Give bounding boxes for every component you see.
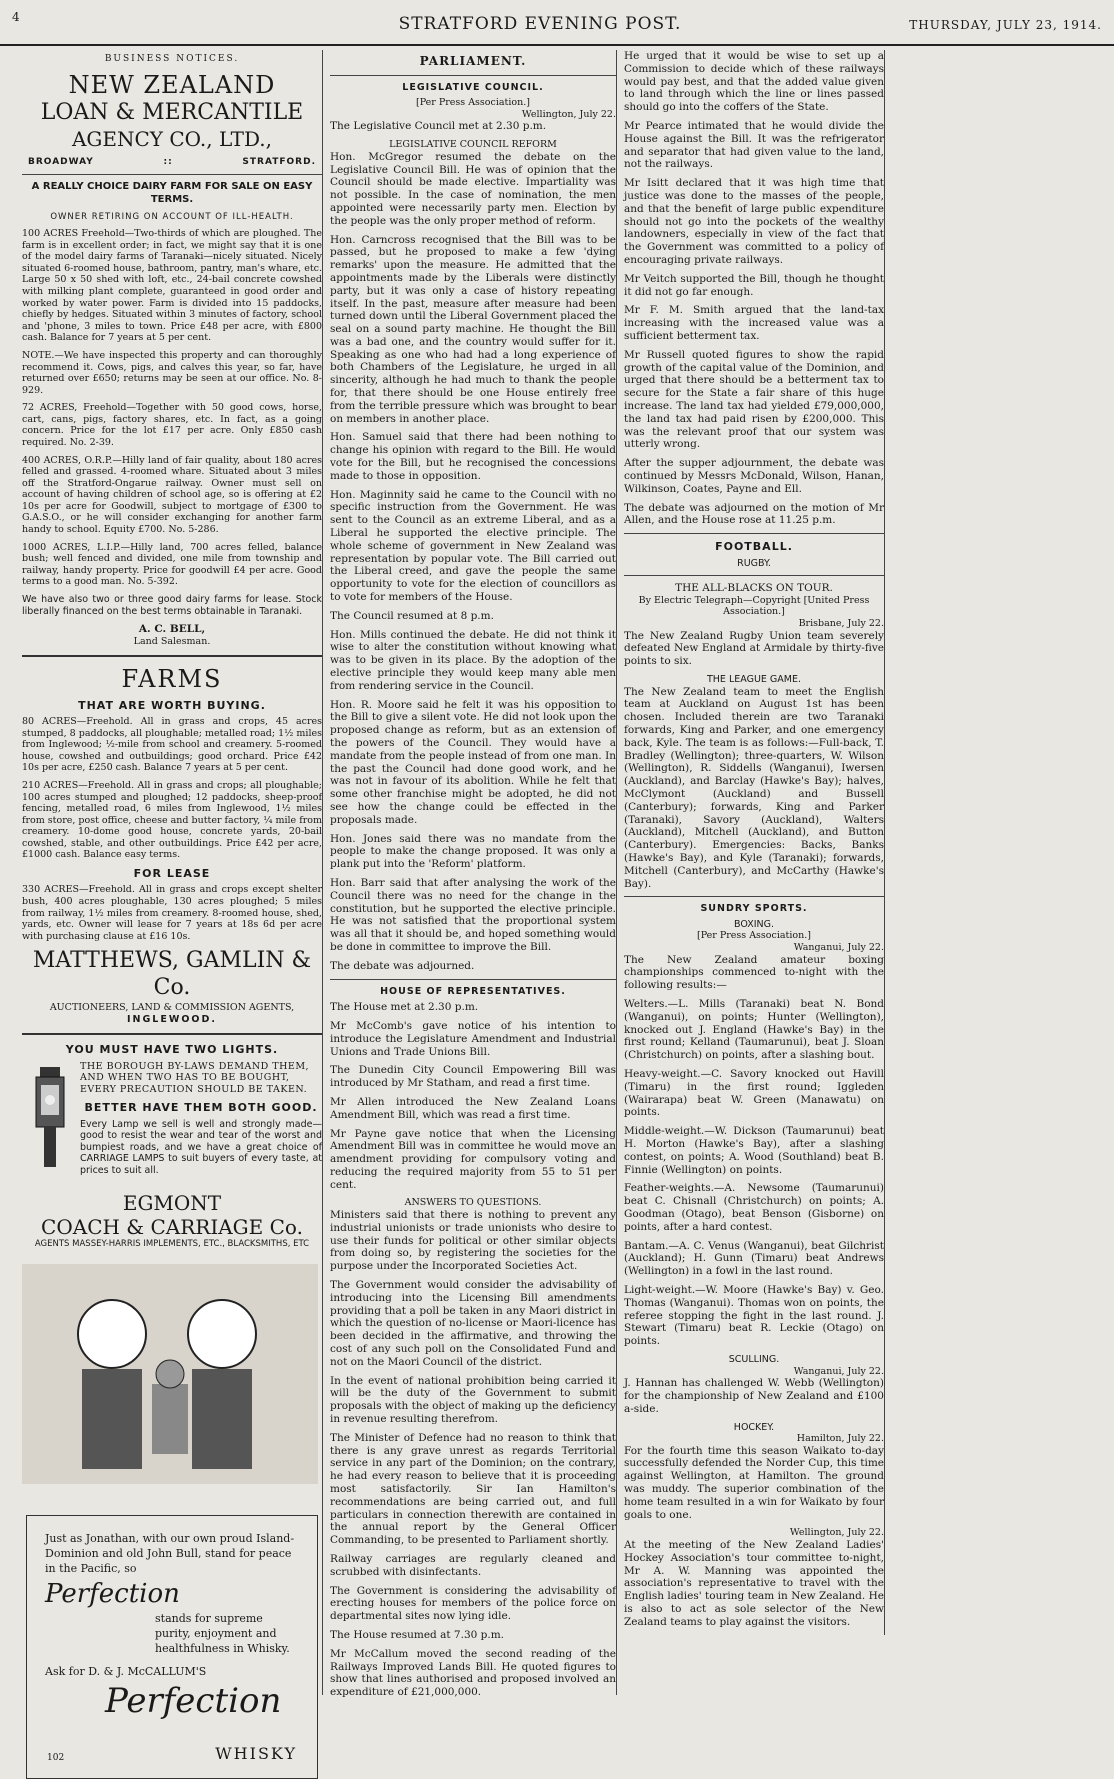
carriage-lamp-icon (30, 1065, 70, 1175)
parl-p13: Mr McComb's gave notice of his intention to introduce the Legislature Amendment and Industrial Unions and Trade Unions Bill. (330, 1019, 616, 1058)
matthews-sub: AUCTIONEERS, LAND & COMMISSION AGENTS, (49, 1002, 295, 1014)
parl-p22: The Government is considering the advisability of erecting houses for members of the police force on departmental sites now lying idle. (330, 1584, 616, 1623)
egmont-1: EGMONT (122, 1190, 222, 1215)
owner-headline: OWNER RETIRING ON ACCOUNT OF ILL-HEALTH. (50, 211, 294, 222)
electric-line: By Electric Telegraph—Copyright [United Press Association.] (638, 594, 870, 618)
sculling-heading: SCULLING. (728, 1353, 780, 1365)
news-p25: He urged that it would be wise to set up a Commission to decide which of these railways would pay best, and that the added value given to land through which the line or lines passed should go into the coffers of the State. (624, 50, 884, 114)
listing-400-acres: 400 ACRES, O.R.P.—Hilly land of fair quality, about 180 acres felled and grassed. 4-roomed whare. Situated about 3 miles off the Stratford-Ongarue railway. Owner must sell on account of having children of school age, so is offering at £2 10s per acre for Goodwill, subject to mortgage of £300 to G.A.S.O., or he will consider exchanging for another farm handy to school. Equity £700. No. 5-286. (22, 454, 322, 536)
news-p43: For the fourth time this season Waikato to-day successfully defended the Norder Cup, this time against Wellington, at Hamilton. The ground was muddy. The superior combination of the home team resulted in a win for Waikato by four goals to one. (624, 1444, 884, 1521)
listing-100-acres: 100 ACRES Freehold—Two-thirds of which are ploughed. The farm is in excellent order; in fact, we might say that it is one of the model dairy farms of Taranaki—nicely situated. Nicely situated 6-roomed house, bathroom, pantry, man's whare, etc. Large 50 x 50 shed with loft, etc., 24-bail concrete cowshed with milking plant complete, guaranteed in good order and worked by water power. Farm is divided into 15 paddocks, chiefly by hedges. Situated within 3 minutes of factory, school and 'phone, 3 miles to town. Price £48 per acre, with £800 cash. Balance for 7 years at 5 per cent. (22, 228, 322, 344)
newspaper-title: STRATFORD EVENING POST. (398, 14, 682, 34)
parl-p10: Hon. Barr said that after analysing the work of the Council there was no need for the change in the constitution, but he supported the elective principle. He was not satisfied that the proportional system was all that it should be, and hoped something would be done in committee to improve the Bill. (330, 876, 616, 953)
news-p39: Feather-weights.—A. Newsome (Taumarunui) beat C. Chisnall (Christchurch) on points; A. Goodman (Otago), beat Benson (Gisborne) on points, after a hard contest. (624, 1182, 884, 1233)
parl-p15: Mr Allen introduced the New Zealand Loans Amendment Bill, which was read a first time. (330, 1095, 616, 1121)
col3-wrap (624, 50, 885, 1635)
wellington-date-2: Wellington, July 22. (789, 1527, 884, 1539)
press-line: [Per Press Association.] (416, 97, 530, 109)
press-line-2: [Per Press Association.] (697, 930, 811, 942)
lights-heading: YOU MUST HAVE TWO LIGHTS. (65, 1043, 279, 1057)
news-p44: At the meeting of the New Zealand Ladies' Hockey Association's tour committee to-night, Mr A. W. Manning was appointed the association's representative to travel with the English ladies' touring team in New Zealand. He is also to act as sole selector of the New Zealand teams to play against the visitors. (624, 1539, 884, 1628)
news-p40: Bantam.—A. C. Venus (Wanganui), beat Gilchrist (Auckland); H. Gunn (Timaru) beat Andrews (Wellington) in a fowl in the last round. (624, 1239, 884, 1278)
better-both: BETTER HAVE THEM BOTH GOOD. (84, 1101, 318, 1115)
whisky-word: WHISKY (215, 1743, 297, 1763)
whisky-line-2: stands for supreme purity, enjoyment and healthfulness in Whisky. (155, 1612, 290, 1655)
whisky-brand-2: Perfection (105, 1681, 282, 1722)
sailors-illustration (22, 1254, 318, 1494)
nz-loan-address (22, 157, 322, 168)
dairy-headline: A REALLY CHOICE DAIRY FARM FOR SALE ON EASY TERMS. (31, 181, 313, 205)
league-heading: THE LEAGUE GAME. (706, 674, 801, 685)
column-business-notices (22, 50, 323, 1764)
hamilton-date: Hamilton, July 22. (796, 1433, 884, 1445)
football-heading: FOOTBALL. (715, 540, 793, 554)
brisbane-date: Brisbane, July 22. (798, 618, 884, 630)
parl-p2: Hon. McGregor resumed the debate on the Legislative Council Bill. He was of opinion that the Council should be made elective. Impartiality was not possible. In the case of nomination, the men appointed were necessarily party men. Election by the people was the only proper method of reform. (330, 150, 616, 227)
hockey-heading: HOCKEY. (733, 1421, 775, 1433)
news-p30: Mr Russell quoted figures to show the rapid growth of the capital value of the Dominion, and urged that there should be a betterment tax to secure for the State a fair share of this huge increase. The land tax had yielded £79,000,000, the land tax had paid risen by £200,000. This was the relevant proof that our system was utterly wrong. (624, 348, 884, 451)
egmont-3: AGENTS MASSEY-HARRIS IMPLEMENTS, ETC., BLACKSMITHS, ETC (34, 1239, 310, 1250)
answers-heading: ANSWERS TO QUESTIONS. (404, 1197, 542, 1209)
whisky-advert (26, 1515, 318, 1779)
parl-p19: In the event of national prohibition being carried it will be the duty of the Government to submit proposals with the object of making up the deficiency in revenue resulting therefrom. (330, 1374, 616, 1426)
matthews-town: INGLEWOOD. (127, 1013, 217, 1025)
parl-p24: Mr McCallum moved the second reading of the Railways Improved Lands Bill. He quoted figures to show that lines authorised and proposed involved an expenditure of £21,000,000. (330, 1647, 616, 1699)
nz-broadway: BROADWAY (28, 157, 94, 168)
farm-330-acres: 330 ACRES—Freehold. All in grass and crops except shelter bush, 400 acres ploughable, 130 acres ploughed; 5 miles from railway, 1½ miles from creamery. 8-roomed house, shed, yards, etc. Owner will lease for 7 years at 18s 6d per acre with purchasing clause at £16 10s. (22, 884, 322, 942)
news-p32: The debate was adjourned on the motion of Mr Allen, and the House rose at 11.25 p.m. (624, 501, 884, 527)
news-p31: After the supper adjournment, the debate was continued by Messrs McDonald, Wilson, Hanan, Wilkinson, Coates, Payne and Ell. (624, 457, 884, 495)
whisky-line-1: Just as Jonathan, with our own proud Island-Dominion and old John Bull, stand for peace in the Pacific, so (45, 1532, 295, 1576)
news-p28: Mr Veitch supported the Bill, though he thought it did not go far enough. (624, 272, 884, 298)
parl-p7: Hon. Mills continued the debate. He did not think it wise to alter the constitution without knowing what was to be given in its place. By the adoption of the elective principle they would keep many able men from rendering service in the Council. (330, 628, 616, 692)
parl-p17: Ministers said that there is nothing to prevent any industrial unionists or trade unionists who desire to use their funds for political or other similar objects from doing so, by registering the societies for the purpose under the Incorporated Societies Act. (330, 1209, 616, 1273)
boxing-heading: BOXING. (733, 918, 775, 930)
wanganui-date: Wanganui, July 22. (793, 942, 884, 954)
allblacks-heading: THE ALL-BLACKS ON TOUR. (675, 582, 833, 595)
parl-p8: Hon. R. Moore said he felt it was his opposition to the Bill to give a silent vote. He did not look upon the proposed change as reform, but as an extension of the powers of the Council. They would have a mandate from the people instead of from one man. In the past the Council had done good work, and he was not in favour of its abolition. While he felt that some other franchise might be adopted, he did not see how the change could be effected in the proposals made. (330, 698, 616, 826)
news-p27: Mr Isitt declared that it was high time that justice was done to the masses of the people, and that the benefit of large public expenditure should not go into the pockets of the wealthy landowners, especially in view of the fact that the Government was committed to a policy of encouraging private railways. (624, 177, 884, 266)
parl-p21: Railway carriages are regularly cleaned and scrubbed with disinfectants. (330, 1552, 616, 1578)
wellington-date: Wellington, July 22. (521, 108, 616, 120)
parl-p5: Hon. Maginnity said he came to the Council with no specific instruction from the Government. He was sent to the Council as an extreme Liberal, and as a Liberal he supported the elective principle. The whole scheme of government in New Zealand was representation by popular vote. The Bill carried out the Liberal creed, and gave the people the same opportunity to vote for the election of councillors as to vote for members of the House. (330, 488, 616, 604)
also-lease: We have also two or three good dairy farms for lease. Stock liberally financed on the best terms obtainable in Taranaki. (22, 593, 322, 617)
parl-p4: Hon. Samuel said that there had been nothing to change his opinion with regard to the Bill. He would vote for the Bill, but he recognised the concessions made to those in opposition. (330, 431, 616, 482)
whisky-num: 102 (47, 1753, 65, 1764)
parl-p6: The Council resumed at 8 p.m. (330, 609, 494, 622)
parl-p18: The Government would consider the advisability of introducing into the Licensing Bill amendments providing that a poll be taken in any Maori district in which the question of no-license or Maori-licence has been decided in the affirmative, and throwing the cost of any such poll on the Consolidated Fund and not on the Maori Council of the district. (330, 1279, 616, 1368)
parliament-heading: PARLIAMENT. (419, 54, 527, 68)
farms-heading: FARMS (121, 665, 223, 694)
listing-note: NOTE.—We have inspected this property and can thoroughly recommend it. Cows, pigs, and calves this year, so far, have returned over £650; returns may be seen at our office. No. 8-929. (22, 349, 322, 396)
sundry-heading: SUNDRY SPORTS. (700, 903, 808, 915)
parl-p12: The House met at 2.30 p.m. (330, 1001, 479, 1014)
parl-p9: Hon. Jones said there was no mandate from the people to make the change proposed. It was only a plank put into the 'Reform' platform. (330, 832, 616, 871)
listing-72-acres: 72 ACRES, Freehold—Together with 50 good cows, horse, cart, cans, pigs, factory shares, etc. In fact, as a going concern. Price for the lot £17 per acre. Only £850 cash required. No. 2-39. (22, 402, 322, 448)
farm-80-acres: 80 ACRES—Freehold. All in grass and crops, 45 acres stumped, 8 paddocks, all ploughable; metalled road; 1½ miles from Inglewood; ½-mile from school and creamery. 5-roomed house, cowshed and outbuildings; good orchard. Price £42 10s per acre, £250 cash. Balance 7 years at 5 per cent. (22, 716, 322, 774)
page-marker: 4 (12, 10, 20, 24)
whisky-ask: Ask for D. & J. McCALLUM'S (45, 1664, 207, 1678)
legislative-council: LEGISLATIVE COUNCIL. (402, 81, 544, 93)
issue-date: THURSDAY, JULY 23, 1914. (909, 18, 1102, 32)
nz-sep: :: (163, 157, 173, 168)
column-parliament (330, 50, 617, 1699)
news-p38: Middle-weight.—W. Dickson (Taumarunui) beat H. Morton (Hawke's Bay), after a slashing contest, on points; A. Wood (Southland) beat B. Finnie (Wellington) on points. (624, 1125, 884, 1176)
news-p34: The New Zealand team to meet the English team at Auckland on August 1st has been chosen. Included therein are two Taranaki forwards, King and Parker, and one emergency back, Kyle. The team is as follows:—Full-back, T. Bradley (Wellington); three-quarters, W. Wilson (Wellington), R. Siddells (Wanganui), Iwersen (Auckland), and Barclay (Hawke's Bay); halves, McClymont (Auckland) and Bussell (Canterbury); forwards, King and Parker (Taranaki), Savory (Auckland), Walters (Auckland), Mitchell (Auckland), and Button (Canterbury). Emergencies: Backs, Banks (Hawke's Bay), and Kyle (Taranaki); forwards, Mitchell (Canterbury), and McCarthy (Hawke's Bay). (624, 685, 884, 890)
parl-p23: The House resumed at 7.30 p.m. (330, 1628, 504, 1641)
news-p36: Welters.—L. Mills (Taranaki) beat N. Bond (Wanganui), on points; Hunter (Wellington), knocked out J. England (Hawke's Bay) in the first round; Kelland (Taumarunui), beat J. Sloan (Christchurch) on points, after a slashing bout. (624, 998, 884, 1062)
news-p26: Mr Pearce intimated that he would divide the House against the Bill. It was the refrigerator and separator that had given value to the land, not the railways. (624, 119, 884, 171)
parl-p14: The Dunedin City Council Empowering Bill was introduced by Mr Statham, and read a first time. (330, 1064, 616, 1090)
masthead (0, 0, 1114, 46)
whisky-brand-1: Perfection (45, 1578, 180, 1609)
parl-p20: The Minister of Defence had no reason to think that there is any grave unrest as regards Territorial service in any part of the Dominion; on the contrary, he had every reason to believe that it is proceeding most satisfactorily. Sir Ian Hamilton's recommendations are being carried out, and full particulars in connection therewith are contained in the annual report by the General Officer Commanding, to be presented to Parliament shortly. (330, 1431, 616, 1547)
parl-p1: The Legislative Council met at 2.30 p.m. (330, 120, 547, 133)
listing-1000-acres: 1000 ACRES, L.I.P.—Hilly land, 700 acres felled, balance bush; well fenced and divided, one mile from township and railway, handy property. Price for goodwill £4 per acre. Good terms to a good man. No. 5-392. (22, 541, 322, 588)
news-p35: The New Zealand amateur boxing championships commenced to-night with the following results:— (624, 953, 884, 992)
rugby-heading: RUGBY. (737, 557, 771, 569)
parl-p3: Hon. Carncross recognised that the Bill was to be passed, but he proposed to make a few 'dying remarks' upon the measure. He admitted that the appointments made by the Liberals were distinctly party, but it was only a case of history repeating itself. In the past, measure after measure had been turned down until the Liberal Government placed the seal on a sound party machine. He thought the Bill was a bad one, and the country would suffer for it. Speaking as one who had had a long experience of both Chambers of the Legislature, he urged in all sincerity, although he had much to thank the people for, that there should be one House entirely free from the terrible pressure which was brought to bear on members in another place. (330, 233, 616, 425)
bell-title: Land Salesman. (133, 635, 211, 647)
section-header: BUSINESS NOTICES. (104, 54, 240, 64)
bell-name: A. C. BELL, (138, 623, 206, 636)
matthews-title: MATTHEWS, GAMLIN & Co. (32, 948, 312, 1001)
news-p37: Heavy-weight.—C. Savory knocked out Havill (Timaru) in the first round; Iggleden (Wairarapa) beat W. Green (Manawatu) on points. (624, 1068, 884, 1119)
parl-p16: Mr Payne gave notice that when the Licensing Amendment Bill was in committee he would move an amendment providing for compulsory voting and reducing the required majority from 55 to 51 per cent. (330, 1127, 616, 1191)
nz-town: STRATFORD. (242, 157, 316, 168)
farms-subheading: THAT ARE WORTH BUYING. (78, 698, 266, 712)
news-p33: The New Zealand Rugby Union team severely defeated New England at Armidale by thirty-five points to six. (624, 629, 884, 668)
egmont-2: COACH & CARRIAGE Co. (41, 1215, 303, 1239)
nz-loan-title-2: LOAN & MERCANTILE (40, 100, 304, 126)
nz-loan-title-1: NEW ZEALAND (68, 70, 276, 99)
nz-loan-title-3: AGENCY CO., LTD., (71, 127, 272, 152)
news-p41: Light-weight.—W. Moore (Hawke's Bay) v. Geo. Thomas (Wanganui). Thomas won on points, the referee stopping the fight in the last round. J. Stewart (Timaru) beat R. Leckie (Otago) on points. (624, 1283, 884, 1348)
wanganui-date-2: Wanganui, July 22. (793, 1365, 884, 1377)
lights-caps: THE BOROUGH BY-LAWS DEMAND THEM, AND WHEN TWO HAS TO BE BOUGHT, EVERY PRECAUTION SHOULD BE TAKEN. (80, 1060, 310, 1095)
for-lease: FOR LEASE (133, 867, 211, 881)
news-p42: J. Hannan has challenged W. Webb (Wellington) for the championship of New Zealand and £100 a-side. (624, 1377, 884, 1415)
parl-p11: The debate was adjourned. (330, 959, 475, 972)
news-p29: Mr F. M. Smith argued that the land-tax increasing with the increased value was a sufficient betterment tax. (624, 304, 884, 342)
lights-body: Every Lamp we sell is well and strongly made—good to resist the wear and tear of the worst and bumpiest roads, and we have a great choice of CARRIAGE LAMPS to suit buyers of every taste, at prices to suit all. (80, 1118, 322, 1177)
house-of-reps: HOUSE OF REPRESENTATIVES. (380, 985, 566, 997)
council-reform: LEGISLATIVE COUNCIL REFORM (389, 139, 557, 151)
farm-210-acres: 210 ACRES—Freehold. All in grass and crops; all ploughable; 100 acres stumped and ploughed; 12 paddocks, sheep-proof fencing, metalled road, 6 miles from Inglewood, 1½ miles from store, post office, cheese and butter factory, ¼ mile from creamery. 10-dome good house, concrete yards, 20-bail cowshed, stable, and other outbuildings. Price £42 per acre, £1000 cash. Balance easy terms. (22, 780, 322, 861)
